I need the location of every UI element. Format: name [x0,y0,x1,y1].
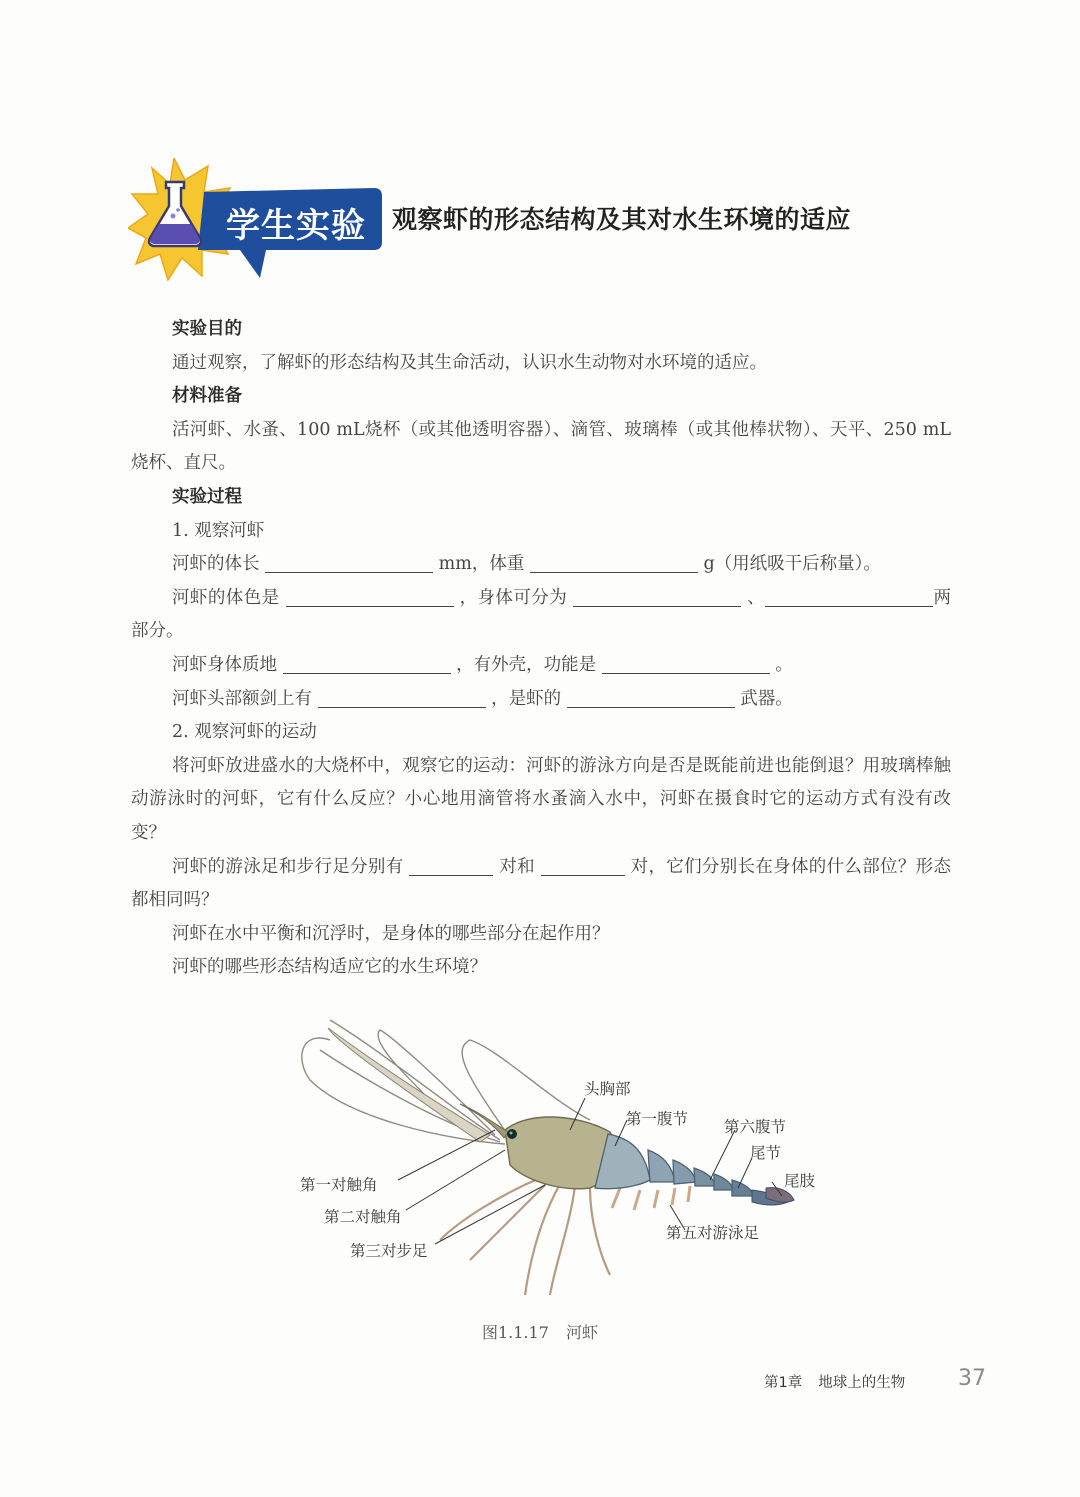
page-number: 37 [958,1366,986,1391]
chapter-title: 地球上的生物 [818,1375,906,1391]
color-blank[interactable] [286,584,454,607]
purpose-heading: 实验目的 [172,319,242,339]
legs-question: 河虾的游泳足和步行足分别有 对和 对，它们分别长在身体的什么部位？形态都相同吗？ [131,851,951,918]
chapter-footer [764,1371,921,1392]
label-first-abdominal: 第一腹节 [626,1110,689,1128]
length-blank[interactable] [265,550,433,573]
label-head-thorax: 头胸部 [584,1080,631,1098]
adaptation-question: 河虾的哪些形态结构适应它的水生环境？ [172,957,487,978]
materials-text: 活河虾、水蚤、100 mL烧杯（或其他透明容器）、滴管、玻璃棒（或其他棒状物）、天平、250 mL烧杯、直尺。 [131,419,951,474]
badge-label: 学生实验 [226,206,366,246]
step2-title: 2. 观察河虾的运动 [172,722,317,743]
label-third-walking-leg: 第三对步足 [350,1242,428,1260]
experiment-header [128,158,928,283]
caption-number: 图1.1.17 [481,1323,549,1342]
shrimp-illustration [290,1010,830,1310]
label-uropod: 尾肢 [784,1172,816,1190]
step2-text: 将河虾放进盛水的大烧杯中，观察它的运动：河虾的游泳方向是否是既能前进也能倒退？用玻璃棒触动游泳时的河虾，它有什么反应？小心地用滴管将水蚤滴入水中，河虾在摄食时它的运动方式有没有改变？ [131,755,951,843]
step1-title: 1. 观察河虾 [172,520,265,541]
weapon-blank[interactable] [567,685,735,708]
function-blank[interactable] [602,651,770,674]
chapter-number: 第1章 [764,1375,803,1391]
rostrum-blank[interactable] [318,685,486,708]
process-heading: 实验过程 [172,486,242,507]
page-title: 观察虾的形态结构及其对水生环境的适应 [392,205,852,234]
part2-blank[interactable] [765,584,933,607]
length-weight-line: 河虾的体长 mm，体重 g（用纸吸干后称量）。 [131,548,951,582]
balance-question: 河虾在水中平衡和沉浮时，是身体的哪些部分在起作用？ [172,923,610,944]
label-sixth-abdominal: 第六腹节 [724,1118,787,1136]
part1-blank[interactable] [573,584,741,607]
label-second-antennae: 第二对触角 [324,1208,402,1226]
label-first-antennae: 第一对触角 [300,1176,378,1194]
experiment-body [131,313,951,985]
rostrum-line: 河虾头部额剑上有 ，是虾的 武器。 [131,683,951,717]
label-fifth-swimmeret: 第五对游泳足 [666,1224,760,1242]
caption-text: 河虾 [565,1323,598,1342]
shrimp-figure [290,1010,830,1310]
color-parts-line: 河虾的体色是 ，身体可分为 、 两部分。 [131,582,951,649]
texture-blank[interactable] [283,651,451,674]
label-telson: 尾节 [750,1144,782,1162]
walk-legs-blank[interactable] [541,853,625,876]
texture-line: 河虾身体质地 ，有外壳，功能是 。 [131,649,951,683]
weight-blank[interactable] [530,550,698,573]
swim-legs-blank[interactable] [409,853,493,876]
figure-caption [0,1320,1080,1343]
materials-heading: 材料准备 [172,386,242,407]
purpose-text: 通过观察，了解虾的形态结构及其生命活动，认识水生动物对水环境的适应。 [172,352,767,373]
